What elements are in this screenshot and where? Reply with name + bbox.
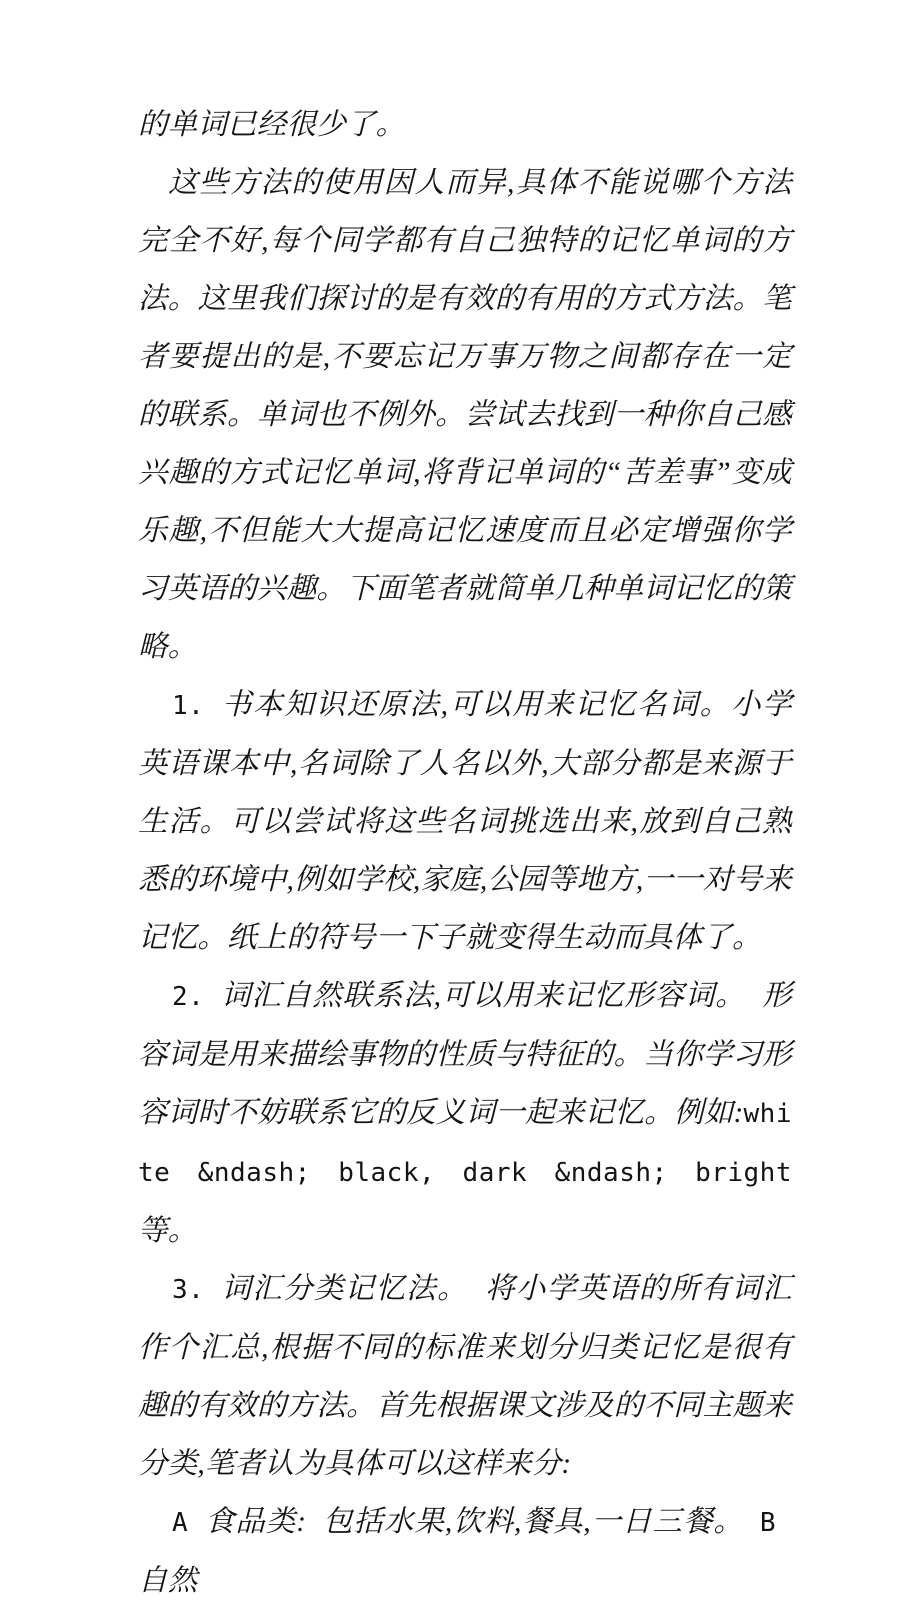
list-item-text: 书本知识还原法,可以用来记忆名词。小学英语课本中,名词除了人名以外,大部分都是来源于生活。可以尝试将这些名词挑选出来,放到自己熟悉的环境中,例如学校,家庭,公园等地方,一一对号来记忆。纸上的符号一下子就变得生动而具体了。 xyxy=(138,689,793,954)
category-name-b: 自然 xyxy=(138,1565,198,1597)
english-examples: white &ndash; black, dark &ndash; bright xyxy=(138,1099,792,1188)
paragraph-methods-intro xyxy=(138,154,792,676)
category-label-a: A xyxy=(172,1508,189,1538)
category-label-b: B xyxy=(759,1508,777,1538)
list-item-2 xyxy=(138,967,792,1260)
category-body-a: 包括水果,饮料,餐具,一日三餐。 xyxy=(322,1506,744,1538)
list-item-text-body: 将小学英语的所有词汇作个汇总,根据不同的标准来划分归类记忆是很有趣的有效的方法。首先根据课文涉及的不同主题来分类,笔者认为具体可以这样来分: xyxy=(138,1273,792,1480)
paragraph-text: 的单词已经很少了。 xyxy=(138,109,406,141)
category-name-a: 食品类: xyxy=(204,1506,307,1538)
list-item-text-lead: 词汇分类记忆法。 xyxy=(220,1273,468,1305)
paragraph-continuation xyxy=(138,96,792,154)
list-item-3 xyxy=(138,1260,792,1493)
list-item-text-tail: 等。 xyxy=(138,1215,198,1247)
list-item-1 xyxy=(138,676,792,967)
list-item-text-lead: 词汇自然联系法,可以用来记忆形容词。 xyxy=(220,980,746,1012)
list-marker: 2. xyxy=(172,982,205,1012)
category-line-a-b xyxy=(138,1493,792,1610)
paragraph-text: 这些方法的使用因人而异,具体不能说哪个方法完全不好,每个同学都有自己独特的记忆单词的方法。这里我们探讨的是有效的有用的方式方法。笔者要提出的是,不要忘记万事万物之间都存在一定的联系。单词也不例外。尝试去找到一种你自己感兴趣的方式记忆单词,将背记单词的“苦差事”变成乐趣,不但能大大提高记忆速度而且必定增强你学习英语的兴趣。下面笔者就简单几种单词记忆的策略。 xyxy=(138,167,792,663)
list-marker: 3. xyxy=(172,1275,205,1305)
list-marker: 1. xyxy=(172,691,205,721)
document-text-body xyxy=(138,96,792,1610)
list-item-text-body: 形容词是用来描绘事物的性质与特征的。当你学习形容词时不妨联系它的反义词一起来记忆。例如: xyxy=(138,980,793,1129)
